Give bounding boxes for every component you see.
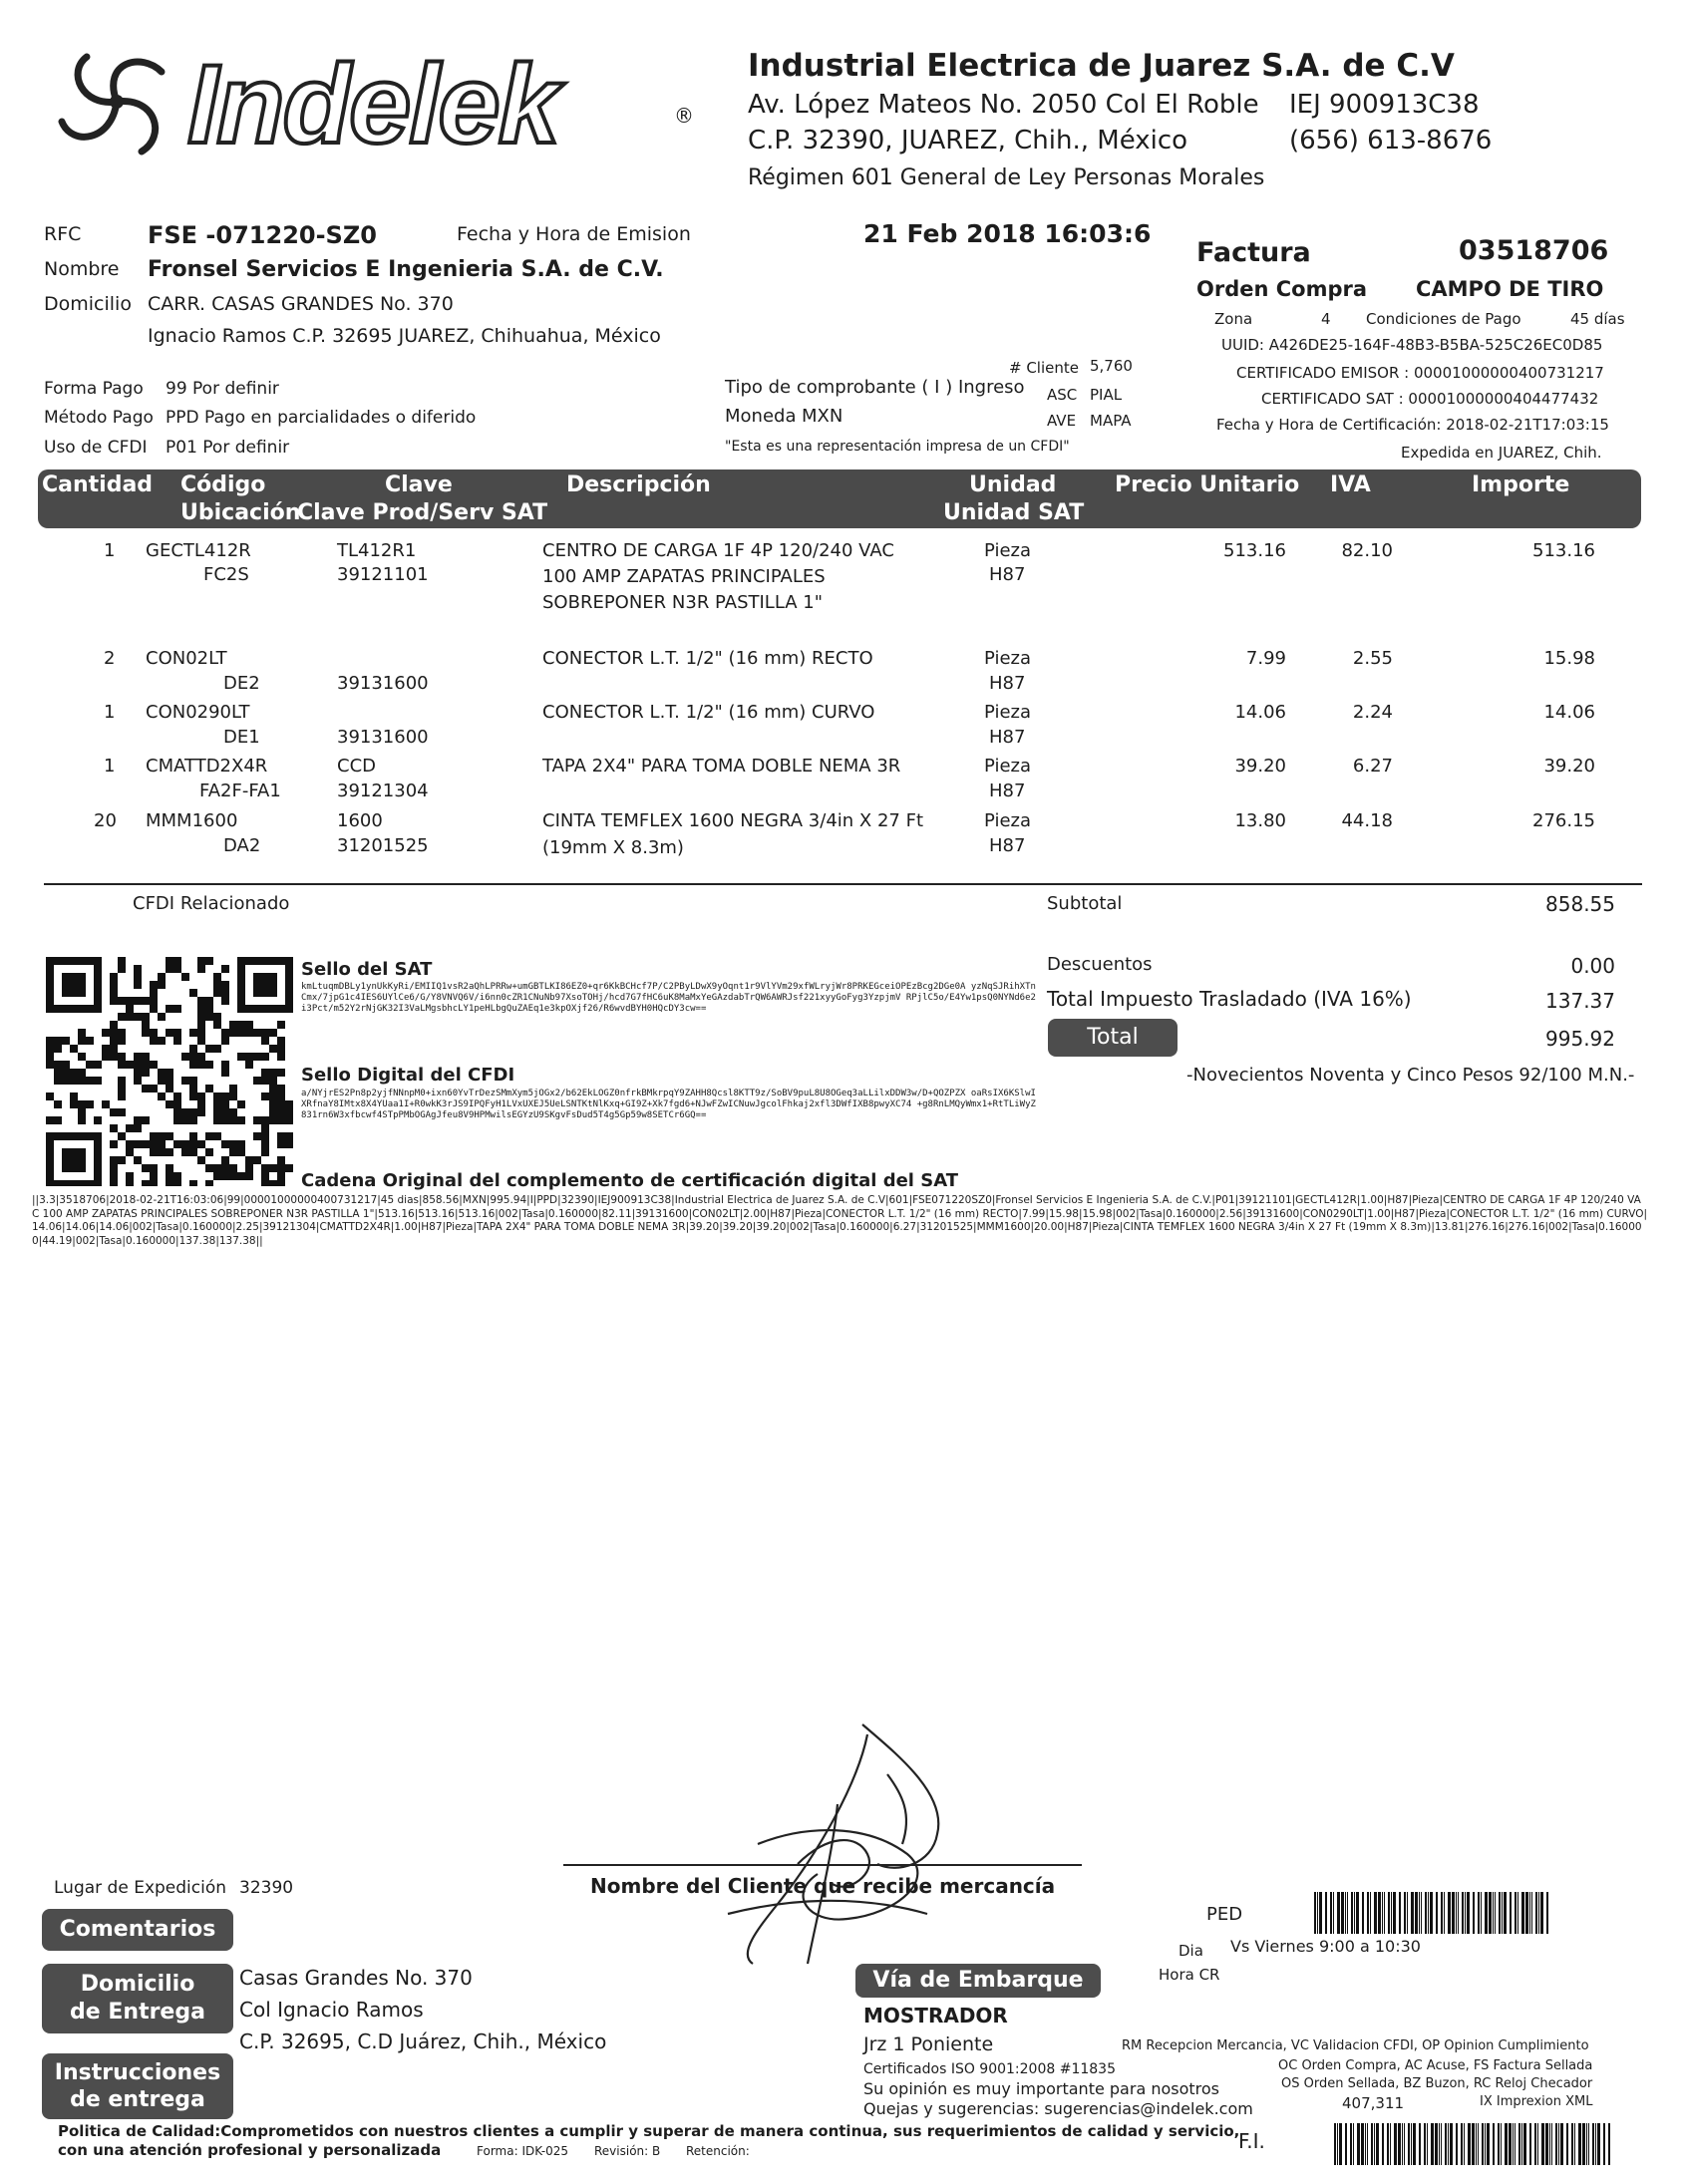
row-qty: 1: [104, 756, 116, 777]
row-price: 14.06: [1234, 702, 1286, 723]
company-name: Industrial Electrica de Juarez S.A. de C.V: [748, 48, 1455, 84]
registered-mark: ®: [674, 104, 694, 128]
col-unidad-sat: Unidad SAT: [943, 500, 1085, 525]
emission-label: Fecha y Hora de Emision: [457, 223, 691, 245]
row-qty: 1: [104, 702, 116, 723]
name-label: Nombre: [44, 258, 120, 280]
opinion-note: Su opinión es muy importante para nosotros: [863, 2079, 1220, 2098]
row-unit-sat: H87: [989, 727, 1026, 748]
asc-value: PIAL: [1090, 386, 1123, 404]
col-precio: Precio Unitario: [1115, 472, 1300, 497]
row-desc-3: SOBREPONER N3R PASTILLA 1": [542, 592, 824, 613]
tipo-comprobante: Tipo de comprobante ( I ) Ingreso: [725, 377, 1025, 398]
expedida: Expedida en JUAREZ, Chih.: [1401, 444, 1602, 462]
legend-line2: OC Orden Compra, AC Acuse, FS Factura Sellada: [1278, 2058, 1593, 2073]
row-unit: Pieza: [984, 702, 1032, 723]
col-iva: IVA: [1330, 472, 1371, 497]
quejas-email: Quejas y sugerencias: sugerencias@indelek.com: [863, 2099, 1253, 2118]
row-unit: Pieza: [984, 810, 1032, 831]
row-importe: 276.15: [1532, 810, 1595, 831]
indelek-swirl-logo-icon: [42, 42, 191, 161]
impuesto-value: 137.37: [1545, 989, 1615, 1013]
row-desc-1: CONECTOR L.T. 1/2" (16 mm) RECTO: [542, 648, 873, 669]
instrucciones-label-line2: de entrega: [70, 2087, 205, 2112]
cfdi-representation-note: "Esta es una representación impresa de un CFDI": [725, 439, 1070, 455]
col-clave-prod: Clave Prod/Serv SAT: [297, 500, 548, 525]
brand-logo-wordmark: Indelek: [187, 42, 558, 166]
instrucciones-entrega-label: [42, 2053, 233, 2119]
cadena-original-value: ||3.3|3518706|2018-02-21T16:03:06|99|00001000000400731217|45 dias|858.56|MXN|995.94|I|PPD|32390|IEJ900913C38|Industrial Electrica de Juarez S.A. de C.V|601|FSE071220SZ0|Fronsel Servicios E Ingenieria S.A. de C.V.|P01|39121101|GECTL412R|1.00|H87|Pieza|CENTRO DE CARGA 1F 4P 120/240 VAC 100 AMP ZAPATAS PRINCIPALES SOBREPONER N3R PASTILLA 1"|513.16|513.16|513.16|002|Tasa|0.160000|82.11|39131600|CON02LT|2.00|H87|Pieza|CONECTOR L.T. 1/2" (16 mm) RECTO|7.99|15.98|15.98|002|Tasa|0.160000|2.56|39131600|CON0290LT|1.00|H87|Pieza|CONECTOR L.T. 1/2" (16 mm) CURVO|14.06|14.06|14.06|002|Tasa|0.160000|2.25|39121304|CMATTD2X4R|1.00|H87|Pieza|TAPA 2X4" PARA TOMA DOBLE NEMA 3R|39.20|39.20|39.20|002|Tasa|0.160000|6.27|31201525|MMM1600|20.00|H87|Pieza|CINTA TEMFLEX 1600 NEGRA 3/4in X 27 Ft (19mm X 8.3m)|13.81|276.16|276.16|002|Tasa|0.160000|44.19|002|Tasa|0.160000|137.38|137.38||: [32, 1194, 1647, 1247]
fi-label: F.I.: [1238, 2129, 1265, 2153]
legend-line3: OS Orden Sellada, BZ Buzon, RC Reloj Checador: [1281, 2076, 1593, 2091]
forma-pago-value: 99 Por definir: [166, 379, 279, 399]
row-unit: Pieza: [984, 648, 1032, 669]
domicilio-entrega-line2: Col Ignacio Ramos: [239, 1998, 424, 2022]
sello-sat-value: kmLtuqmDBLy1ynUkKyRi/EMIIQ1vsR2aQhLPRRw+umGBTLKI86EZ0+qr6KkBCHcf7P/C2PByLDwX9yOqnt1r9VlYVm29xfWLryjWr8PRKEGceiOPEzBcg2DGe0A yzNqSJRihXTnCmx/7jpG1c4IES6UYlCe6/G/Y8VNVQ6V/i6nn0cZR1CNuNb97XsoTOHj/hcd7G7fHC6uK8MaMxYeGAzdabTrQW6AWRJsf221xyyGoFyg3YzpjmV RPjlC5o/E4Yw1psQ0NYNd6e2i3Pct/m52Y2rNjGK32I3VaLMgsbhcLY1peHLbgQuZAEq1e3kpOXjf26/R6wvdBYH0HQcDY3cw==: [301, 982, 1036, 1014]
subtotal-label: Subtotal: [1047, 893, 1123, 914]
orden-value: CAMPO DE TIRO: [1416, 277, 1604, 301]
ped-label: PED: [1206, 1904, 1243, 1925]
factura-number: 03518706: [1459, 235, 1609, 266]
dia-label: Dia: [1179, 1942, 1203, 1960]
row-iva: 2.55: [1352, 648, 1393, 669]
instrucciones-label-line1: Instrucciones: [54, 2060, 221, 2085]
zona-label: Zona: [1214, 310, 1253, 328]
table-bottom-divider: [44, 883, 1642, 885]
domicilio-label-line1: Domicilio: [80, 1972, 195, 1997]
moneda-label: Moneda: [725, 406, 797, 427]
cert-date: Fecha y Hora de Certificación: 2018-02-21T17:03:15: [1216, 416, 1609, 434]
items-table-header: [38, 469, 1641, 528]
row-unit-sat: H87: [989, 780, 1026, 801]
signature-icon: [698, 1715, 997, 1994]
moneda-value: MXN: [802, 406, 843, 427]
hora-label: Hora CR: [1159, 1966, 1220, 1984]
row-code: GECTL412R: [146, 540, 251, 561]
impuesto-label: Total Impuesto Trasladado (IVA 16%): [1047, 987, 1412, 1011]
total-label: Total: [1048, 1019, 1178, 1057]
sello-cfdi-value: a/NYjrES2Pn8p2yjfNNnpM0+ixn60YvTrDezSMmXym5jOGx2/b62EkLOGZ0nfrkBMkrpqY9ZAHH8Qcsl8KTT9z/SoBV9puL8U8OGeq3aLLilxDDW3w/D+QOZPZX oaRsIX6KSlwIXRfnaY8IMtx8X4YUaa1I+R0wkK3rJS9IPQFyH1LVxUXEJ5UeLSNTKtNlKxq+GI9Z+Xk7fgd6+NJwFZwICNuwJgcolFhkaj2xfl3DWfIXB8pwyXC74 +g8RnLMQyWmx1+RtTLiWyZ831rn6W3xfbcwf4STpPMbOGAgJfeu8V9HPMwilsEGYzU9SKgvFsDud5T4g5Gp59w8SETCr6GQ==: [301, 1089, 1036, 1120]
orden-label: Orden Compra: [1196, 277, 1368, 301]
row-price: 513.16: [1223, 540, 1286, 561]
col-ubicacion: Ubicación: [180, 500, 301, 525]
row-clave: CCD: [337, 756, 376, 777]
condiciones-label: Condiciones de Pago: [1366, 310, 1521, 328]
signature-line: [563, 1864, 1082, 1866]
dia-value: Vs Viernes 9:00 a 10:30: [1230, 1937, 1421, 1956]
row-code: CMATTD2X4R: [146, 756, 268, 777]
metodo-pago-label: Método Pago: [44, 408, 154, 428]
iso-certification: Certificados ISO 9001:2008 #11835: [863, 2061, 1116, 2077]
row-prod-sat: 39121101: [337, 564, 429, 585]
domicilio-entrega-line3: C.P. 32695, C.D Juárez, Chih., México: [239, 2029, 607, 2053]
sello-sat-label: Sello del SAT: [301, 959, 433, 980]
cadena-original-label: Cadena Original del complemento de certificación digital del SAT: [301, 1170, 959, 1191]
row-code: MMM1600: [146, 810, 238, 831]
col-unidad: Unidad: [969, 472, 1057, 497]
company-regime: Régimen 601 General de Ley Personas Morales: [748, 165, 1265, 190]
col-cantidad: Cantidad: [42, 472, 154, 497]
row-iva: 82.10: [1341, 540, 1393, 561]
amount-in-words: -Novecientos Noventa y Cinco Pesos 92/100 M.N.-: [1186, 1065, 1635, 1086]
legend-code: 407,311: [1342, 2094, 1405, 2112]
cfdi-relacionado: CFDI Relacionado: [133, 893, 290, 914]
row-unit-sat: H87: [989, 835, 1026, 856]
quality-policy-line2: con una atención profesional y personalizada: [58, 2141, 442, 2159]
via-embarque-line2: Jrz 1 Poniente: [863, 2033, 994, 2055]
via-embarque-value: MOSTRADOR: [863, 2004, 1008, 2028]
col-importe: Importe: [1472, 472, 1570, 497]
condiciones-value: 45 días: [1570, 310, 1625, 328]
row-price: 13.80: [1234, 810, 1286, 831]
company-phone: (656) 613-8676: [1289, 126, 1493, 156]
lugar-expedicion-value: 32390: [239, 1878, 294, 1898]
row-qty: 2: [104, 648, 116, 669]
company-address-1: Av. López Mateos No. 2050 Col El Roble: [748, 90, 1259, 120]
row-importe: 39.20: [1543, 756, 1595, 777]
quality-policy-line1: Politica de Calidad:Comprometidos con nuestros clientes a cumplir y superar de manera continua, sus requerimientos de calidad y servicio,: [58, 2122, 1240, 2140]
legend-line1: RM Recepcion Mercancia, VC Validacion CFDI, OP Opinion Cumplimiento: [1122, 2038, 1589, 2053]
row-prod-sat: 39131600: [337, 673, 429, 694]
via-embarque-label: Vía de Embarque: [855, 1964, 1101, 1998]
row-desc-1: TAPA 2X4" PARA TOMA DOBLE NEMA 3R: [542, 756, 901, 777]
customer-rfc: FSE -071220-SZ0: [148, 221, 377, 249]
cliente-value: 5,760: [1090, 357, 1133, 375]
row-location: DE1: [223, 727, 260, 748]
asc-label: ASC: [1047, 386, 1078, 404]
sello-cfdi-label: Sello Digital del CFDI: [301, 1065, 515, 1086]
col-codigo: Código: [180, 472, 266, 497]
row-qty: 20: [94, 810, 117, 831]
row-unit-sat: H87: [989, 564, 1026, 585]
barcode-icon: [1334, 2123, 1613, 2165]
col-descripcion: Descripción: [566, 472, 711, 497]
row-iva: 2.24: [1352, 702, 1393, 723]
row-price: 39.20: [1234, 756, 1286, 777]
zona-value: 4: [1321, 310, 1331, 328]
row-importe: 14.06: [1543, 702, 1595, 723]
total-value: 995.92: [1545, 1027, 1615, 1051]
uso-cfdi-label: Uso de CFDI: [44, 438, 148, 458]
cert-emisor: CERTIFICADO EMISOR : 00001000000400731217: [1236, 364, 1604, 382]
row-unit: Pieza: [984, 756, 1032, 777]
lugar-expedicion-label: Lugar de Expedición: [54, 1878, 227, 1898]
uuid: UUID: A426DE25-164F-48B3-B5BA-525C26EC0D85: [1221, 336, 1603, 354]
cert-sat: CERTIFICADO SAT : 00001000000404477432: [1261, 390, 1599, 408]
domicilio-entrega-label: [42, 1964, 233, 2033]
row-price: 7.99: [1245, 648, 1286, 669]
factura-label: Factura: [1196, 237, 1311, 268]
row-unit: Pieza: [984, 540, 1032, 561]
form-code: Forma: IDK-025: [477, 2144, 569, 2158]
comentarios-label: Comentarios: [42, 1909, 233, 1951]
row-location: FA2F-FA1: [199, 780, 281, 801]
emission-date: 21 Feb 2018 16:03:6: [863, 219, 1152, 248]
qr-code-icon: [46, 957, 293, 1186]
row-location: DE2: [223, 673, 260, 694]
row-desc-1: CENTRO DE CARGA 1F 4P 120/240 VAC: [542, 540, 894, 561]
customer-name: Fronsel Servicios E Ingenieria S.A. de C.V.: [148, 257, 664, 282]
signature-label: Nombre del Cliente que recibe mercancía: [590, 1874, 1056, 1898]
row-code: CON0290LT: [146, 702, 250, 723]
customer-address-1: CARR. CASAS GRANDES No. 370: [148, 293, 454, 315]
row-prod-sat: 39121304: [337, 780, 429, 801]
barcode-icon: [1314, 1892, 1553, 1934]
row-unit-sat: H87: [989, 673, 1026, 694]
row-clave: TL412R1: [337, 540, 417, 561]
company-address-2: C.P. 32390, JUAREZ, Chih., México: [748, 126, 1188, 156]
row-iva: 44.18: [1341, 810, 1393, 831]
ave-value: MAPA: [1090, 412, 1132, 430]
row-prod-sat: 31201525: [337, 835, 429, 856]
row-desc-1: CONECTOR L.T. 1/2" (16 mm) CURVO: [542, 702, 875, 723]
form-retencion: Retención:: [686, 2144, 750, 2158]
row-iva: 6.27: [1352, 756, 1393, 777]
subtotal-value: 858.55: [1545, 892, 1615, 916]
row-location: FC2S: [203, 564, 249, 585]
legend-line4: IX Imprexion XML: [1480, 2094, 1593, 2109]
domicilio-label-line2: de Entrega: [70, 2000, 205, 2025]
row-clave: 1600: [337, 810, 383, 831]
row-qty: 1: [104, 540, 116, 561]
forma-pago-label: Forma Pago: [44, 379, 144, 399]
rfc-label: RFC: [44, 223, 82, 245]
cliente-label: # Cliente: [1009, 359, 1079, 377]
form-revision: Revisión: B: [594, 2144, 661, 2158]
customer-address-2: Ignacio Ramos C.P. 32695 JUAREZ, Chihuahua, México: [148, 325, 661, 347]
ave-label: AVE: [1047, 412, 1077, 430]
address-label: Domicilio: [44, 293, 132, 315]
row-prod-sat: 39131600: [337, 727, 429, 748]
row-desc-2: 100 AMP ZAPATAS PRINCIPALES: [542, 566, 826, 587]
descuentos-label: Descuentos: [1047, 954, 1153, 975]
uso-cfdi-value: P01 Por definir: [166, 438, 290, 458]
domicilio-entrega-line1: Casas Grandes No. 370: [239, 1966, 473, 1990]
row-code: CON02LT: [146, 648, 227, 669]
row-importe: 15.98: [1543, 648, 1595, 669]
descuentos-value: 0.00: [1570, 954, 1615, 978]
row-desc-1: CINTA TEMFLEX 1600 NEGRA 3/4in X 27 Ft: [542, 810, 923, 831]
row-desc-2: (19mm X 8.3m): [542, 837, 684, 858]
col-clave: Clave: [385, 472, 453, 497]
metodo-pago-value: PPD Pago en parcialidades o diferido: [166, 408, 477, 428]
row-location: DA2: [223, 835, 261, 856]
row-importe: 513.16: [1532, 540, 1595, 561]
company-rfc: IEJ 900913C38: [1289, 90, 1480, 120]
